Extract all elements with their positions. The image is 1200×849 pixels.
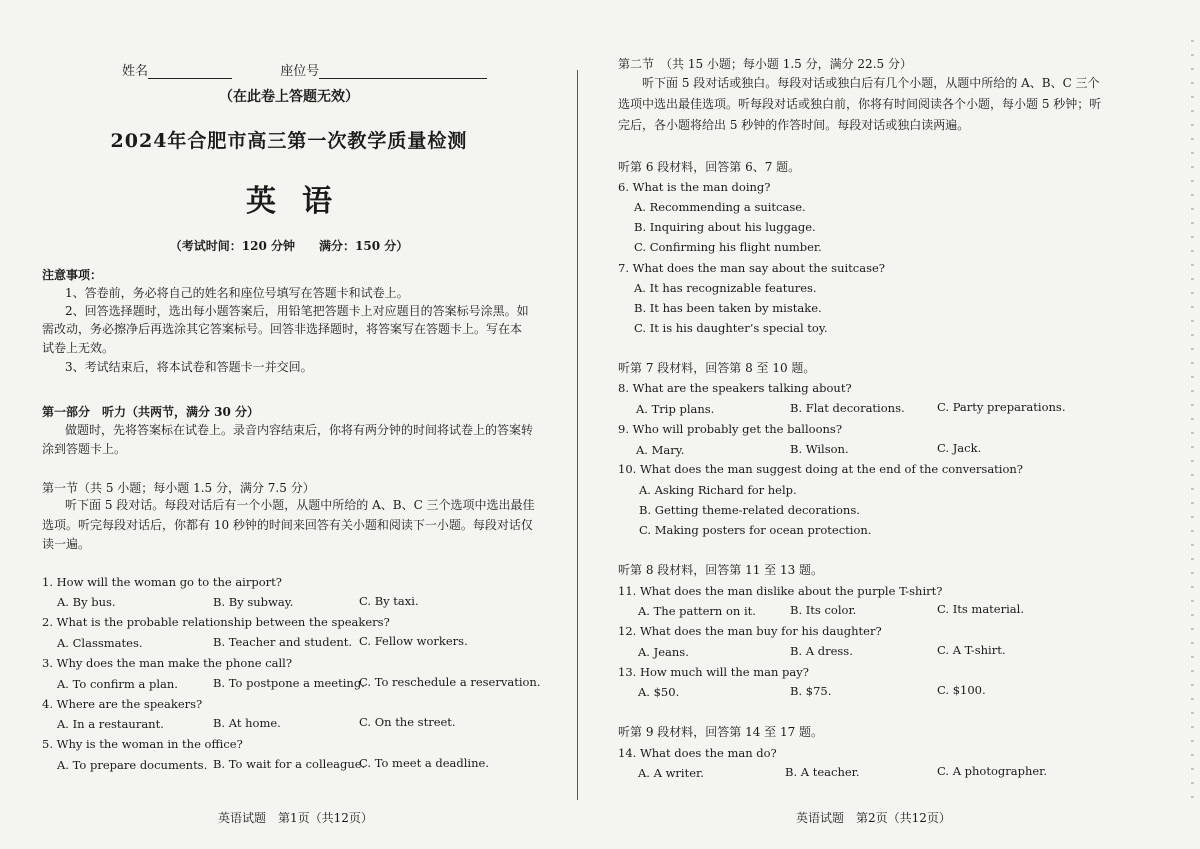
option-a: A. Jeans. xyxy=(638,645,689,659)
option-c: C. A T-shirt. xyxy=(937,643,1006,657)
question-stem: 14. What does the man do? xyxy=(618,746,777,760)
question-stem: 12. What does the man buy for his daughter? xyxy=(618,624,882,638)
notice-line: 2、回答选择题时，选出每小题答案后，用铅笔把答题卡上对应题目的答案标号涂黑。如 xyxy=(65,304,529,318)
question-stem: 7. What does the man say about the suitcase? xyxy=(618,261,885,275)
option-a: A. Mary. xyxy=(636,443,685,457)
option-c: C. By taxi. xyxy=(359,594,419,608)
option-a: A. Classmates. xyxy=(57,636,143,650)
part1-line: 涂到答题卡上。 xyxy=(42,442,127,456)
option-b: B. Wilson. xyxy=(790,442,849,456)
notice-line: 需改动，务必擦净后再选涂其它答案标号。回答非选择题时，将答案写在答题卡上。写在本 xyxy=(42,322,523,336)
option-c: C. $100. xyxy=(937,683,986,697)
option-c: C. Making posters for ocean protection. xyxy=(639,523,872,537)
page-1 xyxy=(0,0,578,849)
option-a: A. Asking Richard for help. xyxy=(639,483,797,497)
name-label: 姓名 xyxy=(122,64,149,79)
question-stem: 11. What does the man dislike about the purple T-shirt? xyxy=(618,584,943,598)
material-heading: 听第 8 段材料，回答第 11 至 13 题。 xyxy=(618,563,824,577)
option-a: A. By bus. xyxy=(57,595,116,609)
material-heading: 听第 9 段材料，回答第 14 至 17 题。 xyxy=(618,725,824,739)
seat-label: 座位号 xyxy=(280,64,320,79)
option-a: A. Trip plans. xyxy=(636,402,715,416)
option-b: B. $75. xyxy=(790,684,832,698)
option-c: C. A photographer. xyxy=(937,764,1048,778)
section2-line: 听下面 5 段对话或独白。每段对话或独白后有几个小题，从题中所给的 A、B、C 三个 xyxy=(642,76,1100,90)
option-c: C. Fellow workers. xyxy=(359,634,468,648)
option-c: C. It is his daughter’s special toy. xyxy=(634,321,828,335)
option-a: A. Recommending a suitcase. xyxy=(634,200,806,214)
part1-heading: 第一部分 听力（共两节，满分 30 分） xyxy=(42,405,260,419)
question-stem: 9. Who will probably get the balloons? xyxy=(618,422,842,436)
question-stem: 1. How will the woman go to the airport? xyxy=(42,575,282,589)
option-a: A. In a restaurant. xyxy=(57,717,164,731)
material-heading: 听第 6 段材料，回答第 6、7 题。 xyxy=(618,160,801,174)
page-footer: 英语试题 第2页（共12页） xyxy=(796,811,951,825)
option-b: B. At home. xyxy=(213,716,281,730)
notice-heading: 注意事项： xyxy=(42,268,103,282)
option-b: B. To postpone a meeting. xyxy=(213,676,365,690)
material-heading: 听第 7 段材料，回答第 8 至 10 题。 xyxy=(618,361,816,375)
option-c: C. Party preparations. xyxy=(937,400,1066,414)
part1-line: 做题时，先将答案标在试卷上。录音内容结束后，你将有两分钟的时间将试卷上的答案转 xyxy=(65,423,534,437)
option-a: A. To confirm a plan. xyxy=(57,677,178,691)
option-b: B. To wait for a colleague. xyxy=(213,757,366,771)
name-blank xyxy=(148,66,232,79)
seat-blank xyxy=(319,66,487,79)
option-b: B. Getting theme-related decorations. xyxy=(639,503,860,517)
question-stem: 8. What are the speakers talking about? xyxy=(618,381,852,395)
option-b: B. A dress. xyxy=(790,644,853,658)
subject-title: 英语 xyxy=(246,184,358,219)
question-stem: 5. Why is the woman in the office? xyxy=(42,737,243,751)
option-c: C. Its material. xyxy=(937,602,1024,616)
option-a: A. To prepare documents. xyxy=(57,758,208,772)
section1-line: 听下面 5 段对话。每段对话后有一个小题，从题中所给的 A、B、C 三个选项中选出最佳 xyxy=(65,498,535,512)
option-c: C. To meet a deadline. xyxy=(359,756,489,770)
page-2 xyxy=(580,0,1200,849)
option-a: A. The pattern on it. xyxy=(638,604,756,618)
option-a: A. $50. xyxy=(638,685,680,699)
option-c: C. To reschedule a reservation. xyxy=(359,675,541,689)
no-answer-note: （在此卷上答题无效） xyxy=(219,89,359,105)
option-b: B. By subway. xyxy=(213,595,294,609)
section2-heading: 第二节 （共 15 小题；每小题 1.5 分，满分 22.5 分） xyxy=(618,57,912,71)
option-b: B. Its color. xyxy=(790,603,857,617)
question-stem: 2. What is the probable relationship between the speakers? xyxy=(42,615,390,629)
option-c: C. Jack. xyxy=(937,441,982,455)
question-stem: 3. Why does the man make the phone call? xyxy=(42,656,293,670)
exam-time-info: （考试时间：120 分钟 满分：150 分） xyxy=(169,239,409,253)
option-c: C. Confirming his flight number. xyxy=(634,240,822,254)
notice-line: 3、考试结束后，将本试卷和答题卡一并交回。 xyxy=(65,360,313,374)
option-a: A. A writer. xyxy=(638,766,704,780)
option-b: B. Teacher and student. xyxy=(213,635,353,649)
page-footer: 英语试题 第1页（共12页） xyxy=(218,811,373,825)
option-c: C. On the street. xyxy=(359,715,456,729)
question-stem: 6. What is the man doing? xyxy=(618,180,771,194)
name-seat-row xyxy=(122,60,487,79)
section1-heading: 第一节（共 5 小题；每小题 1.5 分，满分 7.5 分） xyxy=(42,481,315,495)
option-b: B. It has been taken by mistake. xyxy=(634,301,822,315)
option-b: B. A teacher. xyxy=(785,765,860,779)
question-stem: 13. How much will the man pay? xyxy=(618,665,809,679)
notice-line: 1、答卷前，务必将自己的姓名和座位号填写在答题卡和试卷上。 xyxy=(65,286,409,300)
option-a: A. It has recognizable features. xyxy=(634,281,817,295)
question-stem: 4. Where are the speakers? xyxy=(42,697,203,711)
option-b: B. Flat decorations. xyxy=(790,401,905,415)
question-stem: 10. What does the man suggest doing at the end of the conversation? xyxy=(618,462,1023,476)
section2-line: 选项中选出最佳选项。听每段对话或独白前，你将有时间阅读各个小题，每小题 5 秒钟；听 xyxy=(618,97,1102,111)
notice-line: 试卷上无效。 xyxy=(42,341,115,355)
option-b: B. Inquiring about his luggage. xyxy=(634,220,816,234)
section1-line: 读一遍。 xyxy=(42,537,91,551)
section1-line: 选项。听完每段对话后，你都有 10 秒钟的时间来回答有关小题和阅读下一小题。每段对话仅 xyxy=(42,518,533,532)
exam-title: 2024年合肥市高三第一次教学质量检测 xyxy=(110,130,468,152)
section2-line: 完后，各小题将给出 5 秒钟的作答时间。每段对话或独白读两遍。 xyxy=(618,118,970,132)
